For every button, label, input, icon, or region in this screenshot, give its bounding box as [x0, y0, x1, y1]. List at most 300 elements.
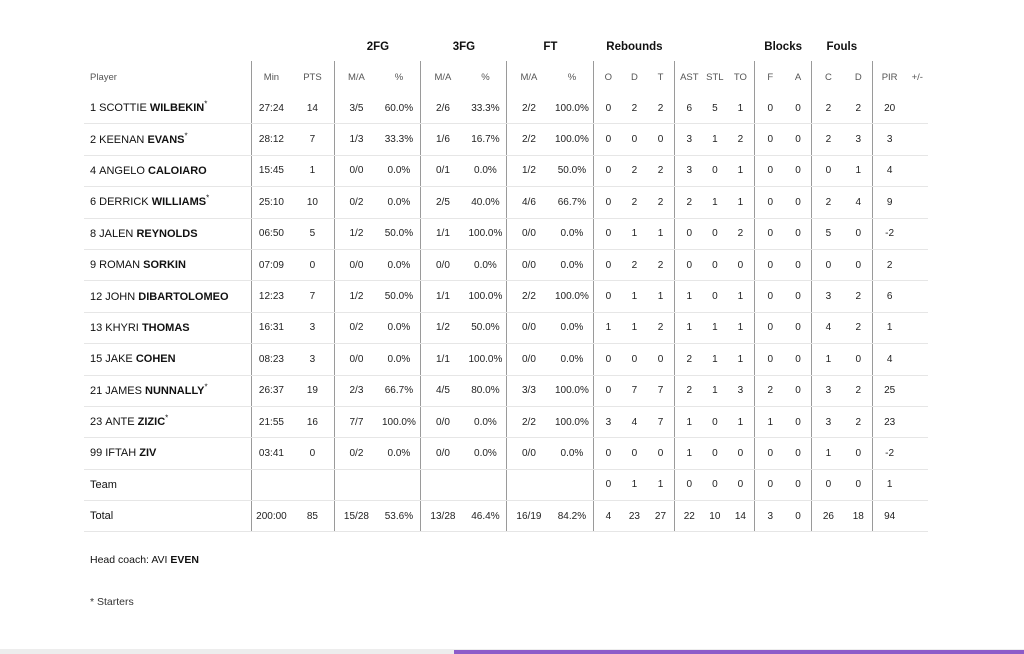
stat-ft-pct: 0.0% — [550, 218, 594, 249]
head-coach-first-name: AVI — [151, 554, 168, 566]
player-first-name: ANTE — [105, 416, 135, 429]
stat-c: 0 — [811, 155, 844, 186]
stat-fd: 18 — [845, 501, 872, 532]
stat-ft-ma: 0/0 — [507, 249, 551, 280]
stat-f: 0 — [755, 249, 785, 280]
stat-o: 0 — [594, 344, 622, 375]
player-row — [84, 375, 928, 406]
stat-min: 16:31 — [252, 312, 290, 343]
starters-note: * Starters — [90, 596, 134, 608]
stat-d: 1 — [622, 312, 646, 343]
stat-fg2-ma: 0/2 — [335, 187, 378, 218]
stat-pts: 7 — [290, 281, 335, 312]
stat-min: 07:09 — [252, 249, 290, 280]
stat-fd: 2 — [845, 312, 872, 343]
player-name-cell[interactable] — [84, 124, 252, 155]
stat-fg3-ma: 0/0 — [421, 249, 465, 280]
stat-a: 0 — [785, 469, 811, 500]
stat-t: 0 — [647, 124, 675, 155]
group-header-2fg: 2FG — [366, 40, 390, 53]
player-number: 9 — [90, 259, 97, 272]
col-header-plus-minus[interactable]: +/- — [911, 71, 923, 83]
stat-d: 1 — [622, 281, 646, 312]
stat-stl: 0 — [703, 469, 726, 500]
stat-f: 0 — [755, 438, 785, 469]
stat-t: 2 — [647, 93, 675, 124]
stat-fg2-ma: 1/3 — [335, 124, 378, 155]
stat-ast: 1 — [675, 438, 703, 469]
stat-stl: 0 — [703, 218, 726, 249]
stat-f: 0 — [755, 187, 785, 218]
col-header-blocks-against[interactable]: A — [794, 71, 802, 83]
stat-ast: 1 — [675, 312, 703, 343]
stat-fg3-pct: 50.0% — [464, 312, 507, 343]
stat-to: 0 — [727, 438, 755, 469]
stat-pts: 3 — [290, 344, 335, 375]
stat-fg2-pct: 60.0% — [377, 93, 421, 124]
stat-ft-pct: 100.0% — [550, 375, 594, 406]
stat-fd: 0 — [845, 469, 872, 500]
stat-fg2-ma: 2/3 — [335, 375, 378, 406]
stat-ft-pct: 0.0% — [550, 344, 594, 375]
stat-pts: 16 — [290, 406, 335, 437]
player-first-name: ANGELO — [99, 164, 145, 177]
player-number: 12 — [90, 290, 103, 303]
col-header-off-reb[interactable]: O — [594, 61, 622, 93]
stat-fd: 0 — [845, 218, 872, 249]
stat-pts: 19 — [290, 375, 335, 406]
stat-fg3-pct: 0.0% — [464, 406, 507, 437]
stat-ft-ma: 2/2 — [507, 406, 551, 437]
col-header-player[interactable]: Player — [90, 71, 117, 83]
stat-ast: 1 — [675, 281, 703, 312]
player-first-name: ROMAN — [99, 259, 141, 272]
stat-fg3-pct: 100.0% — [464, 281, 507, 312]
stat-ft-ma: 16/19 — [507, 501, 551, 532]
player-last-name: COHEN — [135, 353, 176, 366]
stat-min: 200:00 — [252, 501, 290, 532]
stat-a: 0 — [785, 406, 811, 437]
stat-to: 0 — [727, 249, 755, 280]
stat-fg3-ma: 1/1 — [421, 344, 465, 375]
stat-to: 2 — [727, 124, 755, 155]
stat-ast: 22 — [675, 501, 703, 532]
group-header-row — [84, 32, 928, 61]
stat-pts: 10 — [290, 187, 335, 218]
stat-o: 0 — [594, 469, 622, 500]
stat-to: 1 — [727, 406, 755, 437]
player-name-cell[interactable] — [84, 312, 252, 343]
stat-min: 27:24 — [252, 93, 290, 124]
player-number: 8 — [90, 227, 97, 240]
stat-fg2-pct: 33.3% — [377, 124, 421, 155]
stat-a: 0 — [785, 249, 811, 280]
stat-min: 25:10 — [252, 187, 290, 218]
starter-marker: * — [204, 99, 208, 109]
stat-fg2-pct: 66.7% — [377, 375, 421, 406]
stat-fg3-ma: 1/1 — [421, 281, 465, 312]
stat-fg3-pct: 100.0% — [464, 218, 507, 249]
stat-fg3-ma: 13/28 — [421, 501, 465, 532]
column-header-row — [84, 61, 928, 93]
stat-pir: 23 — [872, 406, 906, 437]
player-row — [84, 312, 928, 343]
stat-a: 0 — [785, 93, 811, 124]
player-row — [84, 249, 928, 280]
col-header-ft-pct[interactable]: % — [567, 71, 577, 83]
col-header-fouls-committed[interactable]: C — [811, 61, 844, 93]
col-header-blocks-for[interactable]: F — [755, 61, 785, 93]
col-header-ast[interactable]: AST — [675, 61, 703, 93]
stat-fg2-pct: 0.0% — [377, 344, 421, 375]
stat-ft-pct: 84.2% — [550, 501, 594, 532]
player-row — [84, 438, 928, 469]
head-coach-label: Head coach: — [90, 554, 149, 566]
total-label: Total — [84, 501, 252, 532]
stat-fd: 0 — [845, 438, 872, 469]
stat-ft-pct: 100.0% — [550, 406, 594, 437]
group-header-blocks: Blocks — [764, 40, 802, 53]
col-header-ft-ma[interactable]: M/A — [507, 61, 551, 93]
stat-fd: 3 — [845, 124, 872, 155]
stat-ast: 2 — [675, 344, 703, 375]
stat-stl: 0 — [703, 155, 726, 186]
stat-t: 2 — [647, 187, 675, 218]
stat-t: 1 — [647, 469, 675, 500]
stat-c: 3 — [811, 281, 844, 312]
stat-fg2-pct: 53.6% — [377, 501, 421, 532]
stat-ft-ma — [507, 469, 551, 500]
stat-pm — [907, 124, 928, 155]
player-name-cell[interactable] — [84, 218, 252, 249]
stat-a: 0 — [785, 501, 811, 532]
stat-fd: 1 — [845, 155, 872, 186]
stat-fg2-pct — [377, 469, 421, 500]
player-last-name: ZIV — [139, 447, 157, 460]
stat-stl: 0 — [703, 406, 726, 437]
stat-pir: 4 — [872, 155, 906, 186]
stat-stl: 10 — [703, 501, 726, 532]
player-number: 13 — [90, 321, 103, 334]
player-row — [84, 155, 928, 186]
group-header-ft: FT — [543, 40, 558, 53]
stat-fg2-ma: 0/0 — [335, 344, 378, 375]
stat-c: 2 — [811, 124, 844, 155]
stat-o: 0 — [594, 249, 622, 280]
stat-to: 1 — [727, 281, 755, 312]
player-row — [84, 187, 928, 218]
stat-t: 2 — [647, 312, 675, 343]
stat-pir: -2 — [872, 438, 906, 469]
stat-o: 0 — [594, 187, 622, 218]
stat-c: 3 — [811, 375, 844, 406]
player-number: 2 — [90, 133, 97, 146]
stat-to: 14 — [727, 501, 755, 532]
player-number: 4 — [90, 164, 97, 177]
stat-ft-ma: 1/2 — [507, 155, 551, 186]
stat-min: 06:50 — [252, 218, 290, 249]
stat-ft-pct — [550, 469, 594, 500]
stat-pm — [907, 155, 928, 186]
stat-pir: 25 — [872, 375, 906, 406]
stat-o: 0 — [594, 155, 622, 186]
stat-fg3-pct: 0.0% — [464, 155, 507, 186]
stat-ft-pct: 100.0% — [550, 124, 594, 155]
stat-t: 2 — [647, 249, 675, 280]
stat-a: 0 — [785, 375, 811, 406]
stat-to: 1 — [727, 155, 755, 186]
stat-t: 1 — [647, 218, 675, 249]
stat-fg2-pct: 50.0% — [377, 281, 421, 312]
stat-fg2-pct: 0.0% — [377, 187, 421, 218]
player-number: 6 — [90, 196, 97, 209]
stat-fg2-ma: 3/5 — [335, 93, 378, 124]
player-first-name: KHYRI — [105, 321, 139, 334]
player-last-name: REYNOLDS — [136, 227, 198, 240]
head-coach-last-name: EVEN — [170, 554, 199, 566]
stat-pir: 3 — [872, 124, 906, 155]
stat-ft-ma: 0/0 — [507, 344, 551, 375]
player-first-name: KEENAN — [99, 133, 145, 146]
player-last-name: THOMAS — [141, 321, 190, 334]
group-header-3fg: 3FG — [452, 40, 476, 53]
stat-t: 1 — [647, 281, 675, 312]
player-name-cell[interactable] — [84, 187, 252, 218]
stat-fg3-ma: 0/0 — [421, 438, 465, 469]
stat-fg3-ma: 1/1 — [421, 218, 465, 249]
stat-c: 1 — [811, 438, 844, 469]
stat-d: 2 — [622, 155, 646, 186]
starter-marker: * — [204, 382, 208, 392]
stat-fg2-ma: 1/2 — [335, 281, 378, 312]
stat-fg2-pct: 0.0% — [377, 249, 421, 280]
col-header-2fg-ma[interactable]: M/A — [335, 61, 378, 93]
stat-pir: 94 — [872, 501, 906, 532]
stat-ast: 0 — [675, 218, 703, 249]
stat-ft-pct: 50.0% — [550, 155, 594, 186]
player-first-name: DERRICK — [99, 196, 149, 209]
stat-f: 0 — [755, 469, 785, 500]
stat-o: 0 — [594, 124, 622, 155]
starter-marker: * — [206, 193, 210, 203]
player-row — [84, 406, 928, 437]
stat-to: 1 — [727, 344, 755, 375]
stat-fd: 0 — [845, 344, 872, 375]
player-number: 99 — [90, 447, 103, 460]
group-header-fouls: Fouls — [826, 40, 858, 53]
stat-c: 2 — [811, 93, 844, 124]
stat-ft-pct: 0.0% — [550, 312, 594, 343]
col-header-def-reb[interactable]: D — [630, 71, 638, 83]
player-name-cell[interactable] — [84, 375, 252, 406]
stat-a: 0 — [785, 155, 811, 186]
stat-pir: -2 — [872, 218, 906, 249]
stat-stl: 0 — [703, 249, 726, 280]
stat-o: 3 — [594, 406, 622, 437]
stat-o: 0 — [594, 93, 622, 124]
stat-fg3-pct: 16.7% — [464, 124, 507, 155]
stat-d: 2 — [622, 187, 646, 218]
stat-o: 4 — [594, 501, 622, 532]
col-header-3fg-ma[interactable]: M/A — [421, 61, 465, 93]
stat-stl: 1 — [703, 312, 726, 343]
stat-to: 3 — [727, 375, 755, 406]
stat-fg3-pct: 33.3% — [464, 93, 507, 124]
stat-ft-ma: 0/0 — [507, 438, 551, 469]
stat-fg3-ma: 2/6 — [421, 93, 465, 124]
stat-pm — [907, 344, 928, 375]
stat-fg2-pct: 0.0% — [377, 438, 421, 469]
stat-t: 7 — [647, 375, 675, 406]
player-last-name: WILLIAMS — [151, 196, 207, 209]
stat-c: 1 — [811, 344, 844, 375]
stat-ast: 0 — [675, 249, 703, 280]
stat-ft-ma: 4/6 — [507, 187, 551, 218]
stat-o: 0 — [594, 438, 622, 469]
col-header-tot-reb[interactable]: T — [657, 71, 664, 83]
player-name-cell[interactable] — [84, 281, 252, 312]
stat-to: 2 — [727, 218, 755, 249]
col-header-3fg-pct[interactable]: % — [481, 71, 490, 83]
stat-ft-ma: 2/2 — [507, 124, 551, 155]
stat-d: 1 — [622, 218, 646, 249]
col-header-pir[interactable]: PIR — [872, 61, 906, 93]
stat-stl: 1 — [703, 124, 726, 155]
stat-pir: 1 — [872, 469, 906, 500]
stat-pm — [907, 312, 928, 343]
stat-min — [252, 469, 290, 500]
stat-min: 15:45 — [252, 155, 290, 186]
stat-pm — [907, 375, 928, 406]
stat-min: 12:23 — [252, 281, 290, 312]
stat-min: 21:55 — [252, 406, 290, 437]
stat-stl: 0 — [703, 281, 726, 312]
stat-f: 0 — [755, 218, 785, 249]
stat-ft-pct: 0.0% — [550, 249, 594, 280]
stat-fg2-ma: 0/2 — [335, 438, 378, 469]
stat-ft-pct: 0.0% — [550, 438, 594, 469]
team-label: Team — [84, 469, 252, 500]
player-name-cell[interactable] — [84, 438, 252, 469]
stat-stl: 5 — [703, 93, 726, 124]
stat-f: 0 — [755, 344, 785, 375]
starter-marker: * — [184, 130, 188, 140]
col-header-2fg-pct[interactable]: % — [394, 71, 404, 83]
stat-ft-ma: 3/3 — [507, 375, 551, 406]
player-name-cell[interactable] — [84, 406, 252, 437]
stat-pts: 0 — [290, 438, 335, 469]
stat-pir: 1 — [872, 312, 906, 343]
player-last-name: EVANS — [147, 133, 185, 146]
stat-f: 0 — [755, 312, 785, 343]
stat-fg2-ma — [335, 469, 378, 500]
stat-min: 03:41 — [252, 438, 290, 469]
stat-f: 3 — [755, 501, 785, 532]
stat-d: 4 — [622, 406, 646, 437]
stat-to: 1 — [727, 93, 755, 124]
stat-fg3-pct: 0.0% — [464, 438, 507, 469]
stat-f: 2 — [755, 375, 785, 406]
player-number: 1 — [90, 102, 97, 115]
player-first-name: SCOTTIE — [99, 102, 147, 115]
stat-pir: 4 — [872, 344, 906, 375]
stat-pts: 3 — [290, 312, 335, 343]
stat-d: 7 — [622, 375, 646, 406]
stat-a: 0 — [785, 438, 811, 469]
box-score-table — [84, 32, 928, 532]
col-header-pts[interactable]: PTS — [303, 71, 322, 83]
stat-a: 0 — [785, 312, 811, 343]
col-header-stl[interactable]: STL — [706, 71, 724, 83]
stat-t: 7 — [647, 406, 675, 437]
stat-c: 2 — [811, 187, 844, 218]
stat-d: 23 — [622, 501, 646, 532]
stat-ast: 3 — [675, 124, 703, 155]
player-number: 15 — [90, 353, 103, 366]
player-first-name: IFTAH — [105, 447, 137, 460]
footer-accent-bar — [454, 650, 1024, 654]
stat-o: 0 — [594, 281, 622, 312]
col-header-min[interactable]: Min — [252, 61, 290, 93]
stat-fd: 4 — [845, 187, 872, 218]
stat-stl: 0 — [703, 438, 726, 469]
stat-a: 0 — [785, 281, 811, 312]
stat-ft-ma: 2/2 — [507, 281, 551, 312]
stat-ast: 3 — [675, 155, 703, 186]
stat-fd: 2 — [845, 93, 872, 124]
stat-fg3-ma: 1/6 — [421, 124, 465, 155]
player-first-name: JAMES — [105, 384, 142, 397]
stat-fg2-ma: 0/2 — [335, 312, 378, 343]
stat-pir: 20 — [872, 93, 906, 124]
stat-fg3-ma: 1/2 — [421, 312, 465, 343]
stat-to: 0 — [727, 469, 755, 500]
player-name-cell[interactable] — [84, 155, 252, 186]
stat-a: 0 — [785, 218, 811, 249]
player-first-name: JOHN — [105, 290, 136, 303]
stat-d: 2 — [622, 249, 646, 280]
player-name-cell[interactable] — [84, 344, 252, 375]
stat-pts — [290, 469, 335, 500]
player-name-cell[interactable] — [84, 93, 252, 124]
player-last-name: NUNNALLY — [145, 384, 205, 397]
stat-fg3-pct — [464, 469, 507, 500]
stat-o: 0 — [594, 375, 622, 406]
stat-pm — [907, 249, 928, 280]
stat-fd: 2 — [845, 406, 872, 437]
stat-pts: 85 — [290, 501, 335, 532]
stat-d: 0 — [622, 124, 646, 155]
stat-fd: 2 — [845, 375, 872, 406]
stat-pir: 2 — [872, 249, 906, 280]
stat-pm — [907, 218, 928, 249]
stat-pts: 7 — [290, 124, 335, 155]
col-header-to[interactable]: TO — [733, 71, 747, 83]
col-header-fouls-drawn[interactable]: D — [854, 71, 862, 83]
stat-f: 0 — [755, 155, 785, 186]
player-name-cell[interactable] — [84, 249, 252, 280]
stat-d: 1 — [622, 469, 646, 500]
stat-f: 0 — [755, 281, 785, 312]
stat-c: 0 — [811, 469, 844, 500]
stat-ft-ma: 2/2 — [507, 93, 551, 124]
total-row — [84, 501, 928, 532]
stat-ast: 2 — [675, 187, 703, 218]
stat-c: 5 — [811, 218, 844, 249]
stat-pm — [907, 501, 928, 532]
stat-pm — [907, 438, 928, 469]
stat-pm — [907, 187, 928, 218]
